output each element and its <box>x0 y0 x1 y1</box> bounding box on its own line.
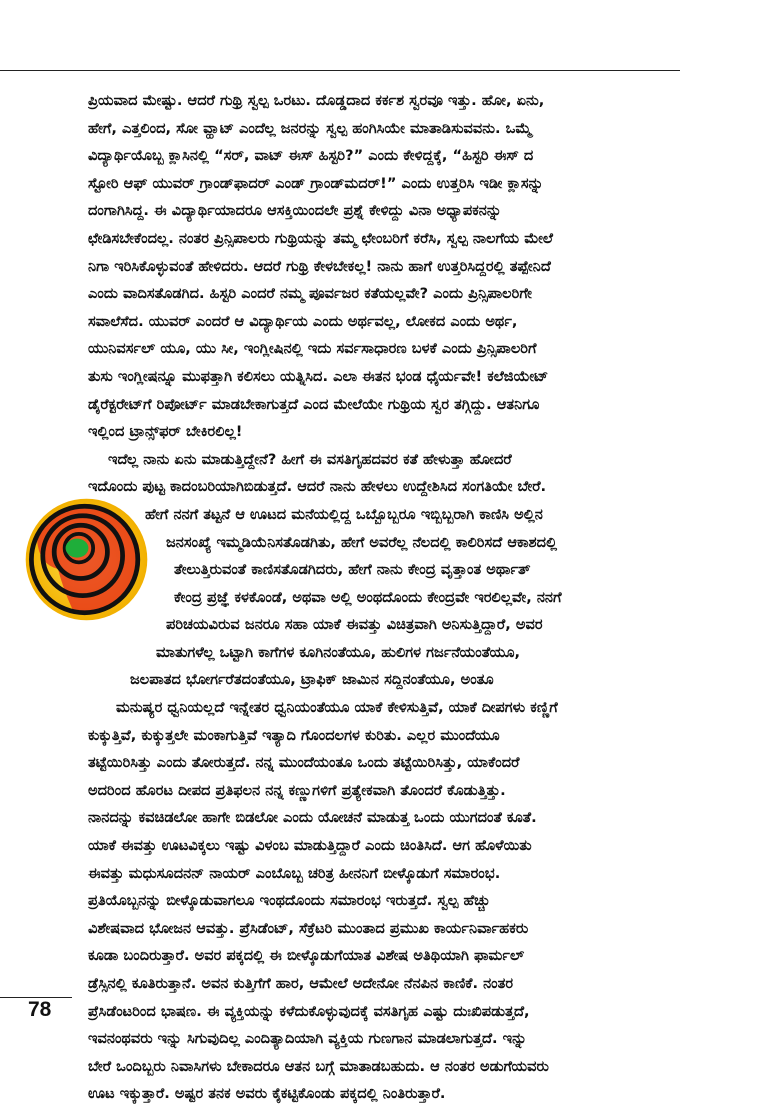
text-line: ಕೂಡಾ ಬಂದಿರುತ್ತಾರೆ. ಅವರ ಪಕ್ಕದಲ್ಲಿ ಈ ಬೀಳ್ಕೊಡುಗೆಯಾತ ವಿಶೇಷ ಅತಿಥಿಯಾಗಿ ಫಾರ್ಮಲ್ <box>88 947 525 965</box>
text-line: ಜನಸಂಖ್ಯೆ ಇಮ್ಮಡಿಯೆನಿಸತೊಡಗಿತು, ಹೇಗೆ ಅವರೆಲ್ಲ ನೆಲದಲ್ಲಿ ಕಾಲಿರಿಸದೆ ಆಕಾಶದಲ್ಲಿ <box>166 533 558 551</box>
text-line: ಜಲಪಾತದ ಭೋರ್ಗರೆತದಂತೆಯೂ, ಟ್ರಾಫಿಕ್ ಜಾಮಿನ ಸದ್ದಿನಂತೆಯೂ, ಅಂತೂ <box>130 671 494 689</box>
text-line: ಇಲ್ಲಿಂದ ಟ್ರಾನ್ಸ್‌ಫರ್ ಬೇಕಿರಲಿಲ್ಲ! <box>88 423 243 441</box>
body-text <box>88 87 670 1108</box>
text-line: ಕೇಂದ್ರ ಪ್ರಜ್ಞೆ ಕಳಕೊಂಡೆ, ಅಥವಾ ಅಲ್ಲಿ ಅಂಥದೊಂದು ಕೇಂದ್ರವೇ ಇರಲಿಲ್ಲವೇ, ನನಗೆ <box>174 588 562 606</box>
text-line: ಸವಾಲೆಸೆದ. ಯುವರ್ ಎಂದರೆ ಆ ವಿದ್ಯಾರ್ಥಿಯ ಎಂದು ಅರ್ಥವಲ್ಲ, ಲೋಕದ ಎಂದು ಅರ್ಥ, <box>88 312 518 330</box>
text-line: ಇವನಂಥವರು ಇನ್ನು ಸಿಗುವುದಿಲ್ಲ ಎಂದಿತ್ಯಾದಿಯಾಗಿ ವ್ಯಕ್ತಿಯ ಗುಣಗಾನ ಮಾಡಲಾಗುತ್ತದೆ. ಇನ್ನು <box>88 1030 527 1048</box>
text-line: ಇದೊಂದು ಪುಟ್ಟ ಕಾದಂಬರಿಯಾಗಿಬಿಡುತ್ತದೆ. ಆದರೆ ನಾನು ಹೇಳಲು ಉದ್ದೇಶಿಸಿದ ಸಂಗತಿಯೇ ಬೇರೆ. <box>88 478 547 496</box>
text-line: ವಿದ್ಯಾರ್ಥಿಯೊಬ್ಬ ಕ್ಲಾಸಿನಲ್ಲಿ “ಸರ್, ವಾಟ್ ಈಸ್ ಹಿಸ್ಟರಿ?” ಎಂದು ಕೇಳಿದ್ದಕ್ಕೆ, “ಹಿಸ್ಟರಿ ಈಸ್ ದ <box>88 147 534 165</box>
text-line: ಅದರಿಂದ ಹೊರಟ ದೀಪದ ಪ್ರತಿಫಲನ ನನ್ನ ಕಣ್ಣುಗಳಿಗೆ ಪ್ರತ್ಯೇಕವಾಗಿ ತೊಂದರೆ ಕೊಡುತ್ತಿತ್ತು. <box>88 781 506 799</box>
text-line: ನಿಗಾ ಇರಿಸಿಕೊಳ್ಳುವಂತೆ ಹೇಳಿದರು. ಆದರೆ ಗುಥ್ರಿ ಕೇಳಬೇಕಲ್ಲ! ನಾನು ಹಾಗೆ ಉತ್ತರಿಸಿದ್ದರಲ್ಲಿ ತಪ್ಪೇನಿದೆ <box>88 257 551 275</box>
text-line: ಸ್ಟೋರಿ ಆಫ್ ಯುವರ್ ಗ್ರಾಂಡ್‌ಫಾದರ್ ಎಂಡ್ ಗ್ರಾಂಡ್‌ಮದರ್!” ಎಂದು ಉತ್ತರಿಸಿ ಇಡೀ ಕ್ಲಾಸನ್ನು <box>88 174 544 192</box>
text-line: ದಂಗಾಗಿಸಿದ್ದ. ಈ ವಿದ್ಯಾರ್ಥಿಯಾದರೂ ಆಸಕ್ತಿಯಿಂದಲೇ ಪ್ರಶ್ನೆ ಕೇಳಿದ್ದು ವಿನಾ ಅಧ್ಯಾಪಕನನ್ನು <box>88 202 502 220</box>
text-line: ಪ್ರತಿಯೊಬ್ಬನನ್ನು ಬೀಳ್ಕೊಡುವಾಗಲೂ ಇಂಥದೊಂದು ಸಮಾರಂಭ ಇರುತ್ತದೆ. ಸ್ವಲ್ಪ ಹೆಚ್ಚು <box>88 892 491 910</box>
top-rule <box>0 70 680 71</box>
text-line: ಬೇರೆ ಒಂದಿಬ್ಬರು ನಿವಾಸಿಗಳು ಬೇಕಾದರೂ ಆತನ ಬಗ್ಗೆ ಮಾತಾಡಬಹುದು. ಆ ನಂತರ ಅಡುಗೆಯವರು <box>88 1057 549 1075</box>
text-line: ಪ್ರೆಸಿಡೆಂಟರಿಂದ ಭಾಷಣ. ಈ ವ್ಯಕ್ತಿಯನ್ನು ಕಳೆದುಕೊಳ್ಳುವುದಕ್ಕೆ ವಸತಿಗೃಹ ಎಷ್ಟು ದುಃಖಿಪಡುತ್ತದೆ, <box>88 1002 530 1020</box>
text-line: ತಟ್ಟೆಯಿರಿಸಿತ್ತು ಎಂದು ತೋರುತ್ತದೆ. ನನ್ನ ಮುಂದೆಯಂತೂ ಒಂದು ತಟ್ಟೆಯಿರಿಸಿತ್ತು, ಯಾಕೆಂದರೆ <box>88 754 520 772</box>
text-line: ಊಟ ಇಕ್ಕುತ್ತಾರೆ. ಅಷ್ಟರ ತನಕ ಅವರು ಕೈಕಟ್ಟಿಕೊಂಡು ಪಕ್ಕದಲ್ಲಿ ನಿಂತಿರುತ್ತಾರೆ. <box>88 1085 446 1103</box>
text-line: ತೇಲುತ್ತಿರುವಂತೆ ಕಾಣಿಸತೊಡಗಿದರು, ಹೇಗೆ ನಾನು ಕೇಂದ್ರ ವೃತ್ತಾಂತ ಅರ್ಥಾತ್ <box>174 561 531 579</box>
text-line: ಛೇಡಿಸಬೇಕೆಂದಲ್ಲ. ನಂತರ ಪ್ರಿನ್ಸಿಪಾಲರು ಗುಥ್ರಿಯನ್ನು ತಮ್ಮ ಛೇಂಬರಿಗೆ ಕರೆಸಿ, ಸ್ವಲ್ಪ ನಾಲಗೆಯ ಮೇಲೆ <box>88 229 553 247</box>
text-line: ಮನುಷ್ಯರ ಧ್ವನಿಯಲ್ಲದೆ ಇನ್ನೇತರ ಧ್ವನಿಯಂತೆಯೂ ಯಾಕೆ ಕೇಳಿಸುತ್ತಿವೆ, ಯಾಕೆ ದೀಪಗಳು ಕಣ್ಣಿಗೆ <box>116 699 558 717</box>
text-line: ಹೇಗೆ, ಎತ್ತಲಿಂದ, ಸೋ ವ್ಹಾಟ್ ಎಂದೆಲ್ಲ ಜನರನ್ನು ಸ್ವಲ್ಪ ಹಂಗಿಸಿಯೇ ಮಾತಾಡಿಸುವವನು. ಒಮ್ಮೆ <box>88 119 532 137</box>
text-line: ಡ್ರೆಸ್ಸಿನಲ್ಲಿ ಕೂತಿರುತ್ತಾನೆ. ಅವನ ಕುತ್ತಿಗೆಗೆ ಹಾರ, ಆಮೇಲೆ ಅದೇನೋ ನೆನಪಿನ ಕಾಣಿಕೆ. ನಂತರ <box>88 975 514 992</box>
text-line: ಎಂದು ವಾದಿಸತೊಡಗಿದ. ಹಿಸ್ಟರಿ ಎಂದರೆ ನಮ್ಮ ಪೂರ್ವಜರ ಕತೆಯಲ್ಲವೇ? ಎಂದು ಪ್ರಿನ್ಸಿಪಾಲರಿಗೇ <box>88 285 533 303</box>
text-line: ಪರಿಚಯವಿರುವ ಜನರೂ ಸಹಾ ಯಾಕೆ ಈವತ್ತು ವಿಚಿತ್ರವಾಗಿ ಅನಿಸುತ್ತಿದ್ದಾರೆ, ಅವರ <box>166 616 543 634</box>
text-line: ಡೈರೆಕ್ಟರೇಟ್‌ಗೆ ರಿಪೋರ್ಟ್ ಮಾಡಬೇಕಾಗುತ್ತದೆ ಎಂದ ಮೇಲೆಯೇ ಗುಥ್ರಿಯ ಸ್ವರ ತಗ್ಗಿದ್ದು. ಆತನಿಗೂ <box>88 395 540 413</box>
emblem-green-center <box>66 539 89 558</box>
text-line: ಕುಕ್ಕುತ್ತಿವೆ, ಕುಕ್ಕುತ್ತಲೇ ಮಂಕಾಗುತ್ತಿವೆ ಇತ್ಯಾದಿ ಗೊಂದಲಗಳ ಕುರಿತು. ಎಲ್ಲರ ಮುಂದೆಯೂ <box>88 726 500 744</box>
page-number: 78 <box>28 998 52 1021</box>
text-line: ಯುನಿವರ್ಸಲ್ ಯೂ, ಯು ಸೀ, ಇಂಗ್ಲೀಷಿನಲ್ಲಿ ಇದು ಸರ್ವಸಾಧಾರಣ ಬಳಕೆ ಎಂದು ಪ್ರಿನ್ಸಿಪಾಲರಿಗೆ <box>88 340 537 358</box>
text-line: ಪ್ರಿಯವಾದ ಮೇಷ್ಟು. ಆದರೆ ಗುಥ್ರಿ ಸ್ವಲ್ಪ ಒರಟು. ದೊಡ್ಡದಾದ ಕರ್ಕಶ ಸ್ವರವೂ ಇತ್ತು. ಹೋ, ಏನು, <box>88 92 545 109</box>
text-line: ಈವತ್ತು ಮಧುಸೂದನನ್ ನಾಯರ್ ಎಂಬೊಬ್ಬ ಚರಿತ್ರ ಹೀನನಿಗೆ ಬೀಳ್ಕೊಡುಗೆ ಸಮಾರಂಭ. <box>88 864 501 882</box>
text-line: ಹೇಗೆ ನನಗೆ ತಟ್ಟನೆ ಆ ಊಟದ ಮನೆಯಲ್ಲಿದ್ದ ಒಬ್ಬೊಬ್ಬರೂ ಇಬ್ಬಿಬ್ಬರಾಗಿ ಕಾಣಿಸಿ ಅಲ್ಲಿನ <box>145 505 543 523</box>
text-line: ವಿಶೇಷವಾದ ಭೋಜನ ಆವತ್ತು. ಪ್ರೆಸಿಡೆಂಟ್, ಸೆಕ್ರೆಟರಿ ಮುಂತಾದ ಪ್ರಮುಖ ಕಾರ್ಯನಿರ್ವಾಹಕರು <box>88 919 529 937</box>
text-line: ನಾನದನ್ನು ಕವಚಿಡಲೋ ಹಾಗೇ ಬಿಡಲೋ ಎಂದು ಯೋಚನೆ ಮಾಡುತ್ತ ಒಂದು ಯುಗದಂತೆ ಕೂತೆ. <box>88 809 537 827</box>
text-line: ಯಾಕೆ ಈವತ್ತು ಊಟವಿಕ್ಕಲು ಇಷ್ಟು ವಿಳಂಬ ಮಾಡುತ್ತಿದ್ದಾರೆ ಎಂದು ಚಿಂತಿಸಿದೆ. ಆಗ ಹೊಳೆಯಿತು <box>88 837 532 855</box>
text-line: ತುಸು ಇಂಗ್ಲೀಷನ್ನೂ ಮುಫತ್ತಾಗಿ ಕಲಿಸಲು ಯತ್ನಿಸಿದ. ಎಲಾ ಈತನ ಭಂಡ ಧೈರ್ಯವೇ! ಕಲೆಜಿಯೇಟ್ <box>88 367 549 385</box>
text-line: ಇದೆಲ್ಲ ನಾನು ಏನು ಮಾಡುತ್ತಿದ್ದೇನೆ? ಹೀಗೆ ಈ ವಸತಿಗೃಹದವರ ಕತೆ ಹೇಳುತ್ತಾ ಹೋದರೆ <box>108 450 512 468</box>
concentric-circles-icon <box>20 493 153 626</box>
text-line: ಮಾತುಗಳೆಲ್ಲ ಒಟ್ಟಾಗಿ ಕಾಗೆಗಳ ಕೂಗಿನಂತೆಯೂ, ಹುಲಿಗಳ ಗರ್ಜನೆಯಂತೆಯೂ, <box>156 643 521 661</box>
